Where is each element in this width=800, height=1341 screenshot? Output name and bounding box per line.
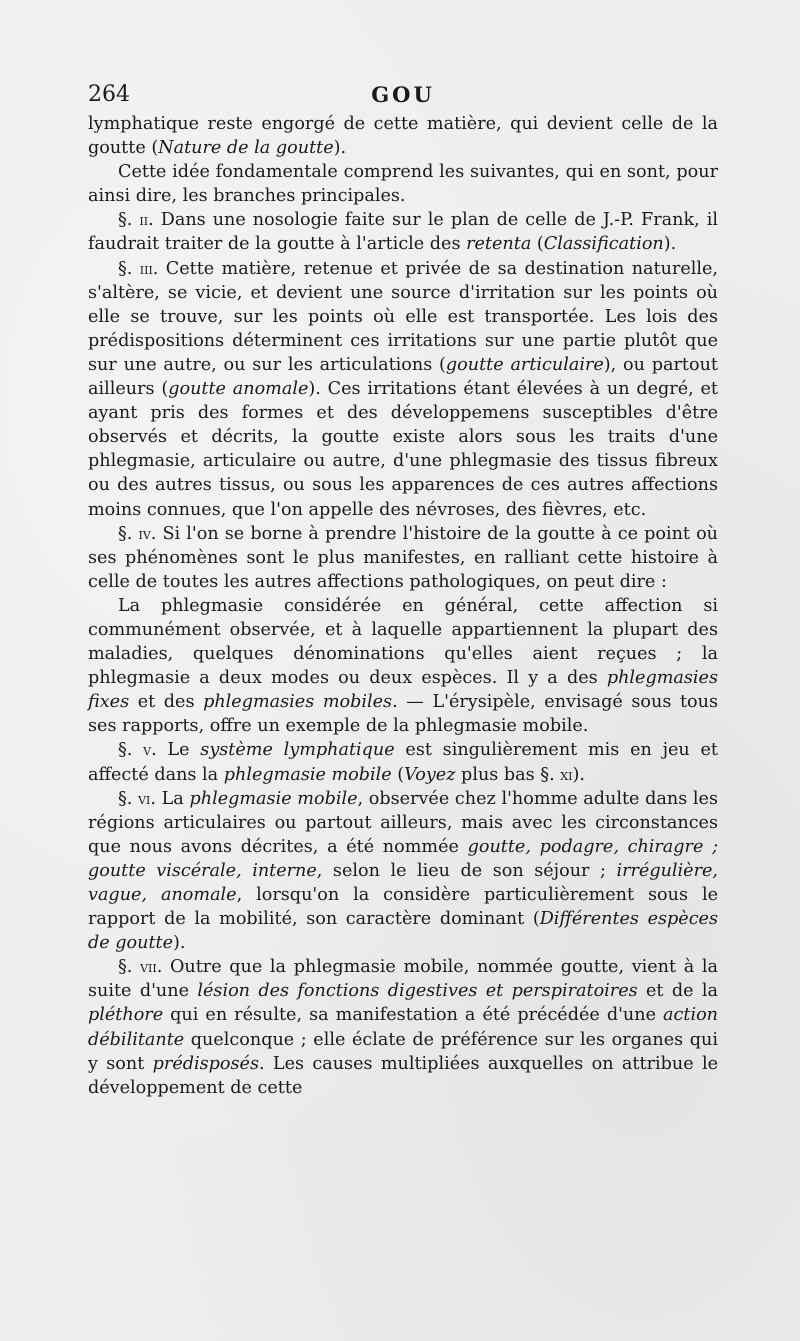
section-numeral: xi — [560, 765, 573, 784]
page-header — [88, 78, 718, 112]
page-number: 264 — [88, 82, 130, 107]
italic-text: irrégulière, vague, anomale — [88, 860, 718, 905]
text-run: . — L'érysipèle, envisagé sous tous ses rapports, offre un exemple de la phlegmasie mobile. — [88, 692, 718, 737]
text-run: et de la — [637, 981, 718, 1002]
italic-text: phlegmasies fixes — [88, 668, 718, 713]
book-page — [88, 78, 718, 1100]
text-run: ). — [333, 138, 347, 159]
text-run: §. — [118, 740, 144, 761]
text-run: . La — [150, 788, 190, 809]
text-run: ). — [173, 933, 186, 954]
text-run: §. — [118, 210, 140, 231]
text-run: Cette idée fondamentale comprend les suivantes, qui en sont, pour ainsi dire, les branches principales. — [88, 162, 718, 207]
italic-text: Classification — [543, 234, 664, 255]
section-numeral: ii — [139, 211, 149, 230]
paragraph — [88, 522, 718, 594]
text-run: quelconque ; elle éclate de préférence sur les organes qui y sont — [88, 1029, 718, 1074]
text-run: . Si l'on se borne à prendre l'histoire de la goutte à ce point où ses phénomènes sont le plus manifestes, en ralliant cette histoire à celle de toutes les autres affections pathologiques, on peut dire : — [88, 523, 719, 592]
text-run: ). Ces irritations étant élevées à un degré, et ayant pris des formes et des développemens susceptibles d'être observés et décrits, la goutte existe alors sous les traits d'une phlegmasie, articulaire ou autre, d'une phlegmasie des tissus fibreux ou des autres tissus, ou sous les apparences de ces autres affections moins connues, que l'on appelle des névroses, des fièvres, etc. — [88, 379, 718, 520]
text-run: ). — [572, 764, 585, 785]
italic-text: action débilitante — [88, 1005, 718, 1050]
italic-text: prédisposés — [152, 1053, 259, 1074]
paragraph — [88, 787, 718, 956]
italic-text: goutte, podagre, chiragre ; goutte viscérale, interne — [88, 836, 718, 881]
text-run: qui en résulte, sa manifestation a été précédée d'une — [163, 1005, 664, 1026]
text-run: §. — [118, 957, 141, 978]
text-run: . Dans une nosologie faite sur le plan de celle de J.-P. Frank, il faudrait traiter de la goutte à l'article des — [88, 210, 718, 255]
text-run: , lorsqu'on la considère particulièrement sous le rapport de la mobilité, son caractère dominant ( — [88, 885, 718, 930]
section-numeral: vi — [138, 789, 151, 808]
text-run: La phlegmasie considérée en général, cette affection si communément observée, et à laquelle appartiennent la plupart des maladies, quelques dénominations qu'elles aient reçues ; la phlegmasie a deux modes ou deux espèces. Il y a des — [88, 595, 718, 689]
paragraph — [88, 594, 718, 739]
paragraph — [88, 738, 718, 786]
italic-text: Différentes espèces de goutte — [88, 909, 718, 954]
text-run: §. — [118, 523, 139, 544]
section-numeral: iii — [139, 259, 153, 278]
italic-text: Nature de la goutte — [158, 138, 334, 159]
italic-text: pléthore — [88, 1005, 164, 1026]
text-run: . Outre que la phlegmasie mobile, nommée goutte, vient à la suite d'une — [88, 957, 719, 1002]
paragraph — [88, 955, 718, 1100]
text-run: lymphatique reste engorgé de cette matière, qui devient celle de la goutte ( — [88, 114, 718, 159]
paragraph — [88, 160, 718, 208]
paragraph — [88, 112, 718, 160]
italic-text: goutte anomale — [168, 379, 309, 400]
italic-text: système lymphatique — [200, 740, 395, 761]
text-run: . Le — [151, 740, 201, 761]
text-run: ( — [531, 234, 544, 255]
running-head: GOU — [371, 82, 435, 107]
italic-text: retenta — [466, 234, 532, 255]
paragraph — [88, 257, 718, 522]
text-run: ). — [663, 234, 677, 255]
section-numeral: vii — [140, 958, 157, 977]
italic-text: phlegmasies mobiles — [203, 692, 393, 713]
italic-text: phlegmasie mobile — [189, 788, 358, 809]
section-numeral: v — [143, 741, 152, 760]
text-run: , selon le lieu de son séjour ; — [316, 860, 617, 881]
text-run: ( — [391, 764, 405, 785]
paragraph — [88, 208, 718, 256]
italic-text: goutte articulaire — [445, 354, 604, 375]
text-run: ), ou partout ailleurs ( — [88, 354, 718, 400]
italic-text: Voyez — [404, 764, 456, 785]
section-numeral: iv — [138, 524, 151, 543]
text-run: et des — [129, 692, 204, 713]
text-run: est singulièrement mis en jeu et affecté dans la — [88, 740, 718, 785]
text-run: plus bas §. — [455, 764, 561, 785]
text-run: §. — [118, 788, 139, 809]
body-text — [88, 112, 718, 1100]
italic-text: phlegmasie mobile — [223, 764, 392, 785]
text-run: , observée chez l'homme adulte dans les régions articulaires ou partout ailleurs, mais avec les circonstances que nous avons décrites, a été nommée — [88, 788, 718, 857]
italic-text: lésion des fonctions digestives et perspiratoires — [197, 981, 638, 1002]
text-run: . Cette matière, retenue et privée de sa destination naturelle, s'altère, se vicie, et devient une source d'irritation sur les points où elle se trouve, sur les points où elle est transportée. Les lois des prédispositions déterminent ces irritations sur une partie plutôt que sur une autre, ou sur les articulations ( — [88, 258, 718, 375]
text-run: . Les causes multipliées auxquelles on attribue le développement de cette — [88, 1053, 718, 1098]
text-run: §. — [118, 258, 140, 279]
